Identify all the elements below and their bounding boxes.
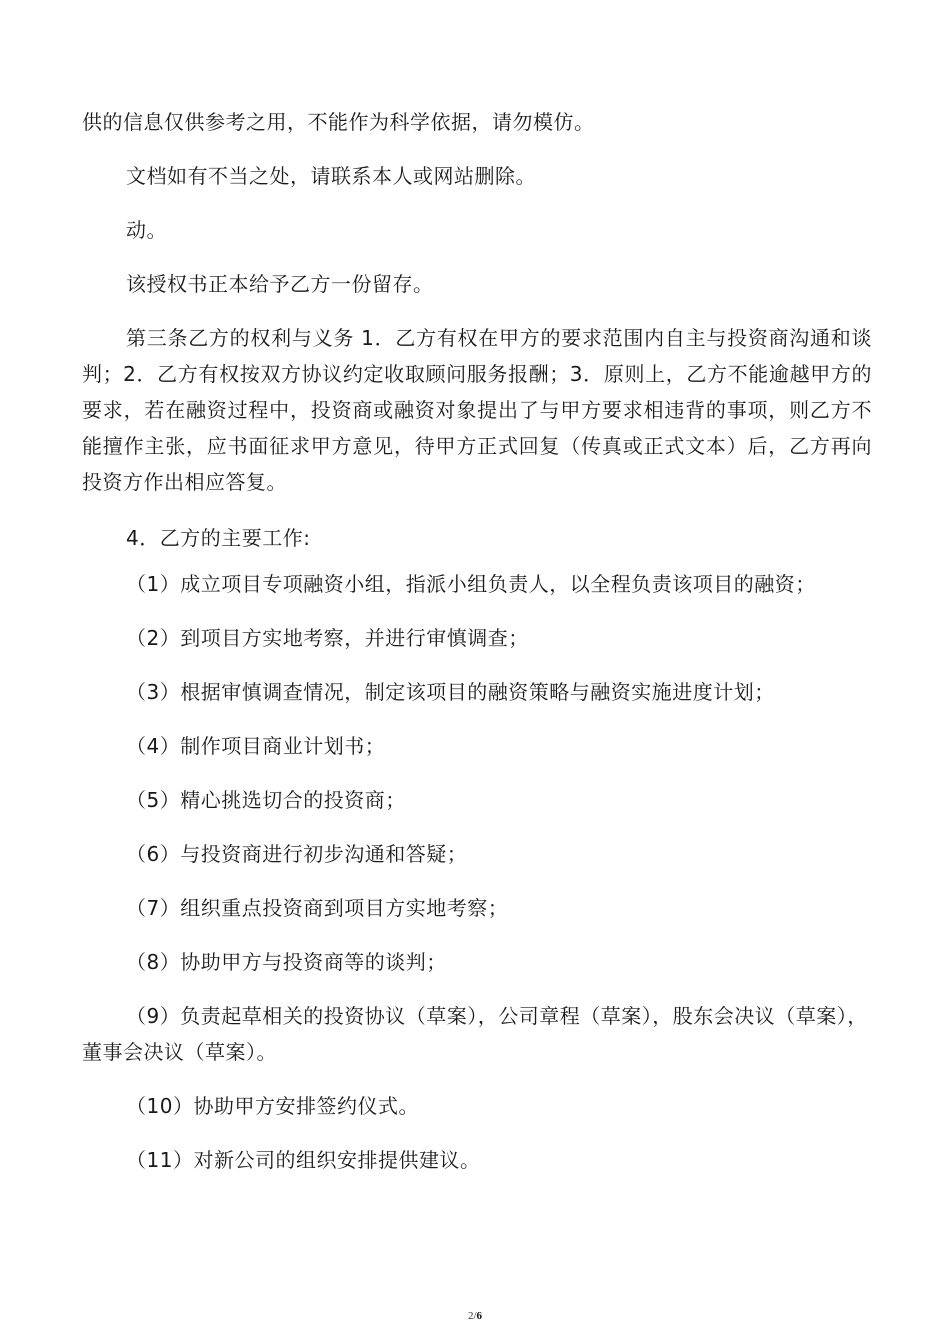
paragraph-main-work-heading: 4．乙方的主要工作: bbox=[126, 526, 311, 550]
list-item-10: （10）协助甲方安排签约仪式。 bbox=[126, 1094, 419, 1118]
list-item-3: （3）根据审慎调查情况，制定该项目的融资策略与融资实施进度计划； bbox=[126, 680, 775, 704]
list-item-4: （4）制作项目商业计划书； bbox=[126, 734, 386, 758]
list-item-2: （2）到项目方实地考察，并进行审慎调查； bbox=[126, 626, 529, 650]
paragraph-article-three: 第三条乙方的权利与义务 1．乙方有权在甲方的要求范围内自主与投资商沟通和谈判；2．乙方有权按双方协议约定收取顾问服务报酬；3．原则上，乙方不能逾越甲方的要求，若在融资过程中，投资商或融资对象提出了与甲方要求相违背的事项，则乙方不能擅作主张，应书面征求甲方意见，待甲方正式回复（传真或正式文本）后，乙方再向投资方作出相应答复。 bbox=[82, 326, 872, 494]
page-separator: / bbox=[473, 1310, 477, 1322]
paragraph-contact-notice: 文档如有不当之处，请联系本人或网站删除。 bbox=[126, 164, 536, 188]
list-item-7: （7）组织重点投资商到项目方实地考察； bbox=[126, 896, 509, 920]
list-item-8: （8）协助甲方与投资商等的谈判； bbox=[126, 950, 447, 974]
list-item-1: （1）成立项目专项融资小组，指派小组负责人，以全程负责该项目的融资； bbox=[126, 572, 816, 596]
list-item-9: （9）负责起草相关的投资协议（草案），公司章程（草案），股东会决议（草案），董事会决议（草案）。 bbox=[82, 1004, 868, 1064]
list-item-6: （6）与投资商进行初步沟通和答疑； bbox=[126, 842, 468, 866]
page-total: 6 bbox=[476, 1310, 483, 1322]
list-item-5: （5）精心挑选切合的投资商； bbox=[126, 788, 406, 812]
page-current: 2 bbox=[467, 1310, 474, 1322]
list-item-11: （11）对新公司的组织安排提供建议。 bbox=[126, 1148, 481, 1172]
paragraph-authorization-copy: 该授权书正本给予乙方一份留存。 bbox=[126, 272, 434, 296]
paragraph-disclaimer-continued: 供的信息仅供参考之用，不能作为科学依据，请勿模仿。 bbox=[82, 110, 595, 134]
page-number bbox=[0, 1310, 950, 1322]
paragraph-fragment: 动。 bbox=[126, 218, 167, 242]
